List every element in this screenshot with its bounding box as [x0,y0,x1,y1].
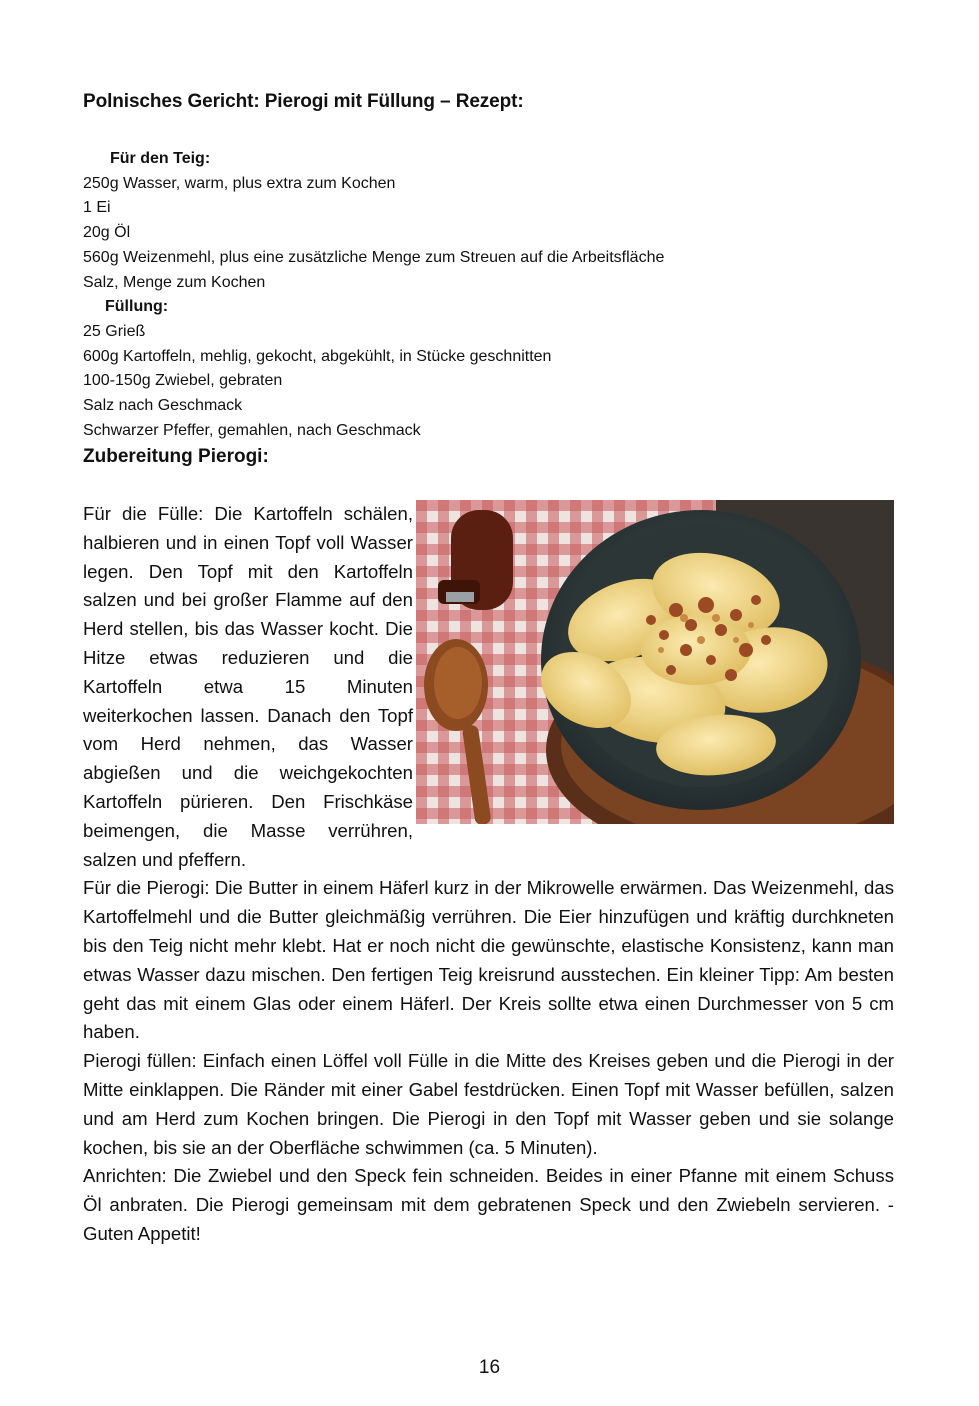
page-number: 16 [478,1357,501,1378]
paragraph: Für die Pierogi: Die Butter in einem Häferl kurz in der Mikrowelle erwärmen. Das Weizenmehl, das Kartoffelmehl und die Butter gleichmäßig verrühren. Die Eier hinzufügen und kräftig durchkneten bis den Teig nicht mehr klebt. Hat er noch nicht die gewünschte, elastische Konsistenz, kann man etwas Wasser dazu mischen. Den fertigen Teig kreisrund ausstechen. Ein kleiner Tipp: Am besten geht das mit einem Glas oder einem Häferl. Der Kreis sollte etwa einen Durchmesser von 5 cm haben. [83,877,894,1043]
pierogi-illustration [416,500,894,824]
paragraph: Pierogi füllen: Einfach einen Löffel voll Fülle in die Mitte des Kreises geben und die Pierogi in der Mitte einklappen. Die Ränder mit einer Gabel festdrücken. Einen Topf mit Wasser befüllen, salzen und am Herd zum Kochen bringen. Die Pierogi in den Topf mit Wasser geben und sie solange kochen, bis sie an der Oberfläche schwimmen (ca. 5 Minuten). [83,1050,894,1158]
pierogi-photo [416,500,894,824]
paragraph: Anrichten: Die Zwiebel und den Speck fein schneiden. Beides in einer Pfanne mit einem Schuss Öl anbraten. Die Pierogi gemeinsam mit dem gebratenen Speck und den Zwiebeln servieren. - Guten Appetit! [83,1165,894,1244]
ingredient-line: 600g Kartoffeln, mehlig, gekocht, abgekühlt, in Stücke geschnitten [83,347,552,365]
ingredient-line: 25 Grieß [83,322,146,340]
ingredient-line: 20g Öl [83,224,131,242]
preparation-text [83,500,894,1249]
ingredients-list [83,147,894,443]
ingredient-line: Schwarzer Pfeffer, gemahlen, nach Geschmack [83,421,421,439]
paragraph: Für die Fülle: Die Kartoffeln schälen, halbieren und in einen Topf voll Wasser legen. Den Topf mit den Kartoffeln salzen und bei großer Flamme auf den Herd stellen, bis das Wasser kocht. Die Hitze etwas reduzieren und die Kartoffeln etwa 15 Minuten weiterkochen lassen. Danach den Topf vom Herd nehmen, das Wasser abgießen und die weichgekochten Kartoffeln pürieren. Den Frischkäse beimengen, die Masse verrühren, salzen und pfeffern. [83,503,413,870]
filling-heading: Füllung: [105,298,169,316]
ingredient-line: 100-150g Zwiebel, gebraten [83,372,283,390]
ingredient-line: Salz, Menge zum Kochen [83,273,266,291]
ingredient-line: 1 Ei [83,199,111,217]
ingredient-line: Salz nach Geschmack [83,397,243,415]
ingredient-line: 250g Wasser, warm, plus extra zum Kochen [83,174,396,192]
ingredient-line: 560g Weizenmehl, plus eine zusätzliche Menge zum Streuen auf die Arbeitsfläche [83,248,665,266]
recipe-title: Polnisches Gericht: Pierogi mit Füllung – Rezept: [83,91,524,112]
dough-heading: Für den Teig: [110,150,211,167]
preparation-heading: Zubereitung Pierogi: [83,446,269,467]
